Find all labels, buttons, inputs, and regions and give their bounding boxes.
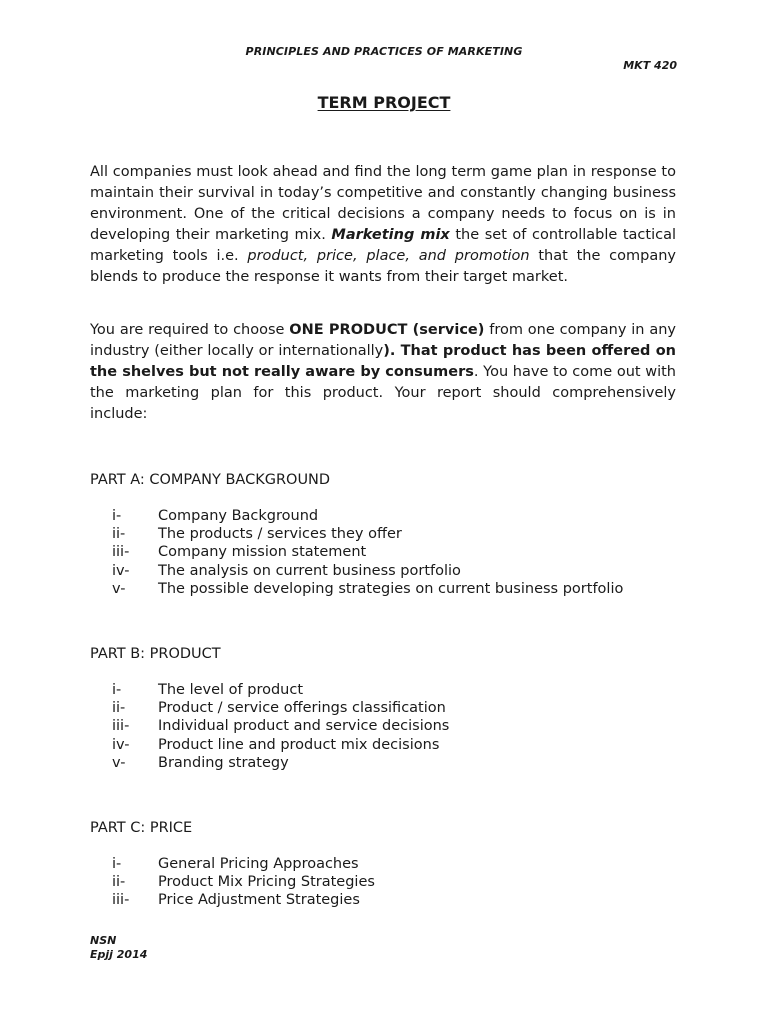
item-number: i- xyxy=(112,856,122,872)
item-text: The possible developing strategies on current business portfolio xyxy=(158,580,624,597)
item-text: The level of product xyxy=(158,682,304,698)
intro-text: the set of controllable tactical marketing tools i.e. xyxy=(90,227,677,264)
product-awareness-emphasis: ). That product has been offered on the shelves but not really aware by consumers xyxy=(90,343,676,380)
course-code: MKT 420 xyxy=(623,59,677,72)
item-number: i- xyxy=(112,682,122,698)
intro-text: You are required to choose xyxy=(90,322,290,338)
intro-text: that the company blends to produce the response it wants from their target market. xyxy=(90,248,676,285)
item-number: iii- xyxy=(112,544,130,561)
footer-term: Epjj 2014 xyxy=(90,948,148,961)
page-footer xyxy=(90,934,147,962)
marketing-tools-list: product, price, place, and promotion xyxy=(247,248,530,264)
intro-text: . You have to come out with the marketing plan for this product. Your report should comprehensively include: xyxy=(90,364,676,422)
page-title: TERM PROJECT xyxy=(317,93,451,112)
intro-paragraph-2 xyxy=(90,320,676,425)
course-header: PRINCIPLES AND PRACTICES OF MARKETING xyxy=(245,45,523,58)
footer-initials: NSN xyxy=(90,934,117,947)
intro-text: All companies must look ahead and find the long term game plan in response to maintain their survival in today’s competitive and constantly changing business environment. One of the critical decisions a company needs to focus on is in developing their marketing mix. xyxy=(90,164,676,243)
marketing-mix-term: Marketing mix xyxy=(331,227,450,243)
item-text: General Pricing Approaches xyxy=(158,856,359,872)
one-product-emphasis: ONE PRODUCT (service) xyxy=(289,322,485,338)
item-text: The analysis on current business portfolio xyxy=(158,562,461,579)
item-number: iii- xyxy=(112,718,130,735)
item-number: i- xyxy=(112,508,122,524)
item-number: iii- xyxy=(112,892,130,909)
item-number: ii- xyxy=(112,526,126,543)
item-text: The products / services they offer xyxy=(158,526,402,543)
item-number: v- xyxy=(112,580,126,597)
item-text: Product line and product mix decisions xyxy=(158,736,440,753)
item-text: Individual product and service decisions xyxy=(158,718,450,735)
item-number: ii- xyxy=(112,700,126,717)
item-number: iv- xyxy=(112,562,130,579)
item-number: iv- xyxy=(112,736,130,753)
item-text: Product Mix Pricing Strategies xyxy=(158,874,375,891)
intro-paragraph-1 xyxy=(90,162,676,288)
item-number: ii- xyxy=(112,874,126,891)
item-number: v- xyxy=(112,754,126,771)
part-a-heading: PART A: COMPANY BACKGROUND xyxy=(90,472,331,488)
item-text: Branding strategy xyxy=(158,754,289,771)
item-text: Price Adjustment Strategies xyxy=(158,892,360,909)
item-text: Product / service offerings classification xyxy=(158,700,446,717)
part-c-heading: PART C: PRICE xyxy=(90,820,193,836)
item-text: Company Background xyxy=(158,508,319,524)
part-b-heading: PART B: PRODUCT xyxy=(90,646,221,662)
intro-text: from one company in any industry (either locally or internationally xyxy=(90,322,676,359)
item-text: Company mission statement xyxy=(158,544,367,561)
